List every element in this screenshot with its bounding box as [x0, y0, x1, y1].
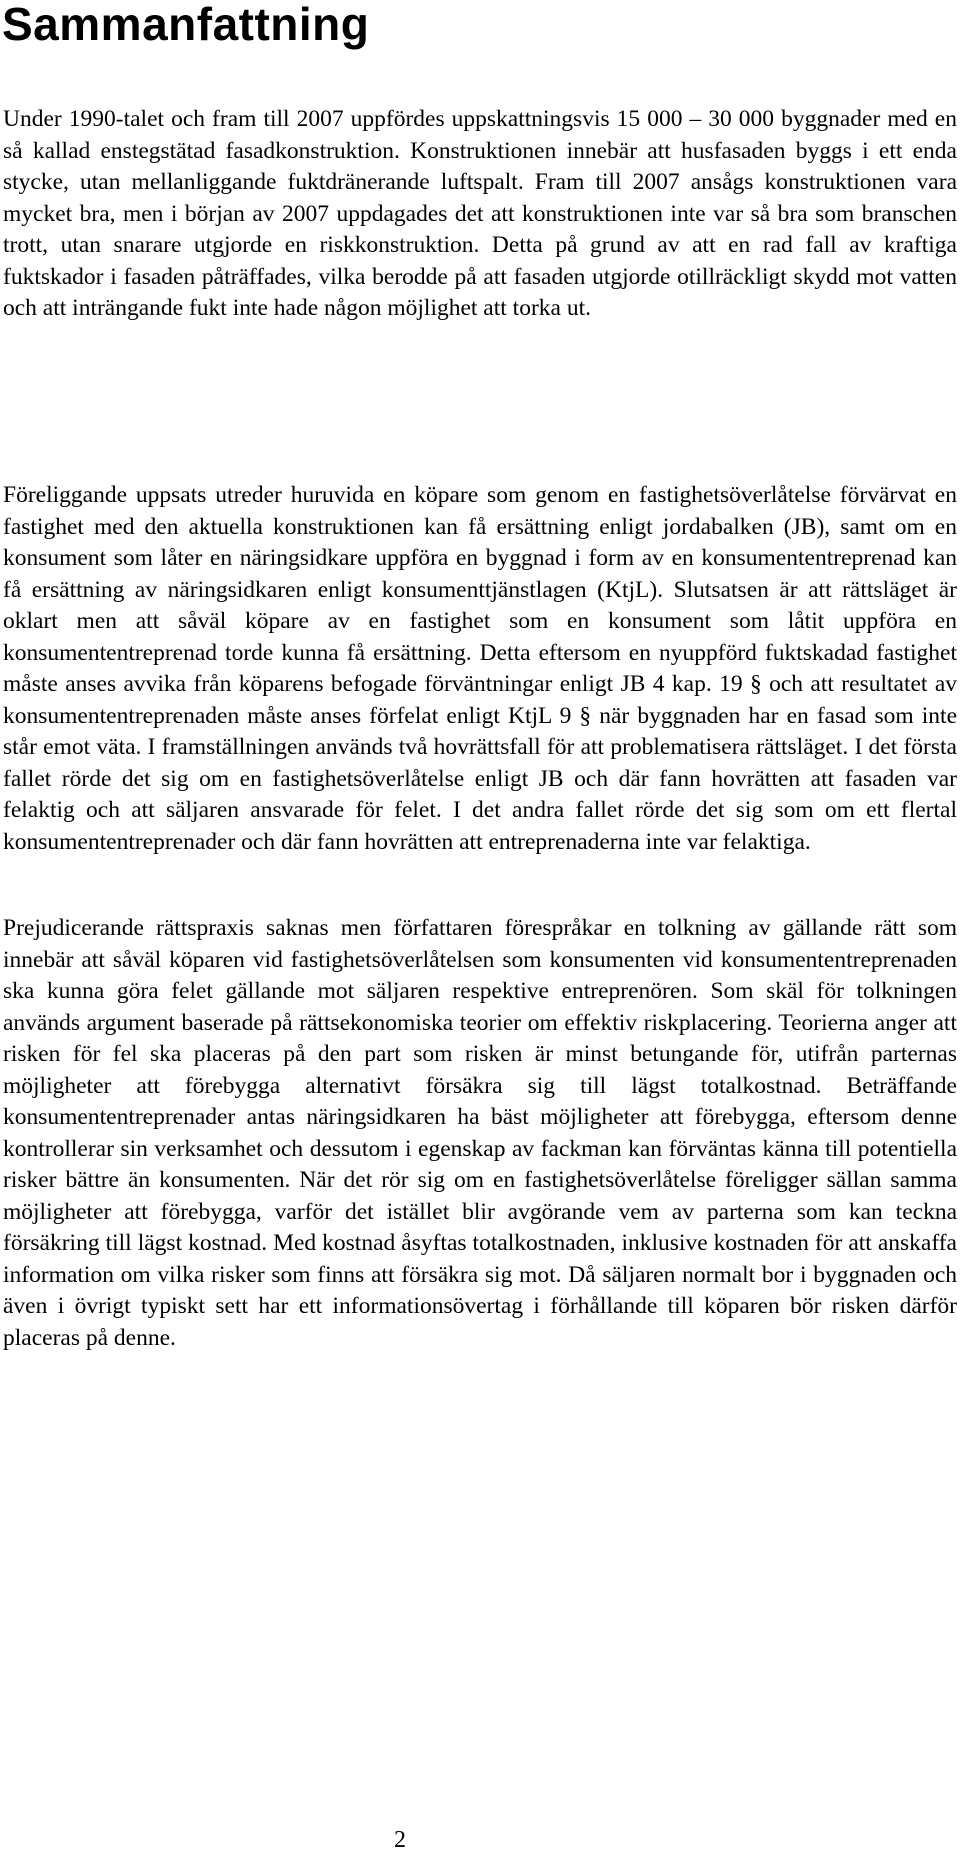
- summary-paragraph-2: Föreliggande uppsats utreder huruvida en köpare som genom en fastighetsöverlåtelse förvärvat en fastighet med den aktuella konstruktionen kan få ersättning enligt jordabalken (JB), samt om en konsument som låter en näringsidkare uppföra en byggnad i form av en konsumententreprenad kan få ersättning av näringsidkaren enligt konsumenttjänstlagen (KtjL). Slutsatsen är att rättsläget är oklart men att såväl köpare av en fastighet som en konsument som låtit uppföra en konsumententreprenad torde kunna få ersättning. Detta eftersom en nyuppförd fuktskadad fastighet måste anses avvika från köparens befogade förväntningar enligt JB 4 kap. 19 § och att resultatet av konsumententreprenaden måste anses förfelat enligt KtjL 9 § när byggnaden har en fasad som inte står emot väta. I framställningen används två hovrättsfall för att problematisera rättsläget. I det första fallet rörde det sig om en fastighetsöverlåtelse enligt JB och där fann hovrätten att fasaden var felaktig och att säljaren ansvarade för felet. I det andra fallet rörde det sig som om ett flertal konsumententreprenader och där fann hovrätten att entreprenaderna inte var felaktiga.: [3, 482, 957, 855]
- summary-paragraph-3: Prejudicerande rättspraxis saknas men författaren förespråkar en tolkning av gällande rätt som innebär att såväl köparen vid fastighetsöverlåtelsen som konsumenten vid konsumententreprenaden ska kunna göra felet gällande mot säljaren respektive entreprenören. Som skäl för tolkningen används argument baserade på rättsekonomiska teorier om effektiv riskplacering. Teorierna anger att risken för fel ska placeras på den part som risken är minst betungande för, utifrån parternas möjligheter att förebygga alternativt försäkra sig till lägst totalkostnad. Beträffande konsumententreprenader antas näringsidkaren ha bäst möjligheter att förebygga, eftersom denne kontrollerar sin verksamhet och dessutom i egenskap av fackman kan förväntas känna till potentiella risker bättre än konsumenten. När det rör sig om en fastighetsöverlåtelse föreligger sällan samma möjligheter att förebygga, varför det istället blir avgörande vem av parterna som kan teckna försäkring till lägst kostnad. Med kostnad åsyftas totalkostnaden, inklusive kostnaden för att anskaffa information om vilka risker som finns att försäkra sig mot. Då säljaren normalt bor i byggnaden och även i övrigt typiskt sett har ett informationsövertag i förhållande till köparen bör risken därför placeras på denne.: [3, 915, 957, 1351]
- summary-paragraph-1: Under 1990-talet och fram till 2007 uppfördes uppskattningsvis 15 000 – 30 000 byggnader med en så kallad enstegstätad fasadkonstruktion. Konstruktionen innebär att husfasaden byggs i ett enda stycke, utan mellanliggande fuktdränerande luftspalt. Fram till 2007 ansågs konstruktionen vara mycket bra, men i början av 2007 uppdagades det att konstruktionen inte var så bra som branschen trott, utan snarare utgjorde en riskkonstruktion. Detta på grund av att en rad fall av kraftiga fuktskador i fasaden påträffades, vilka berodde på att fasaden utgjorde otillräckligt skydd mot vatten och att inträngande fukt inte hade någon möjlighet att torka ut.: [3, 106, 957, 321]
- page-number-container: [0, 1825, 960, 1855]
- page-title: Sammanfattning: [2, 0, 370, 50]
- page-number: 2: [394, 1827, 406, 1853]
